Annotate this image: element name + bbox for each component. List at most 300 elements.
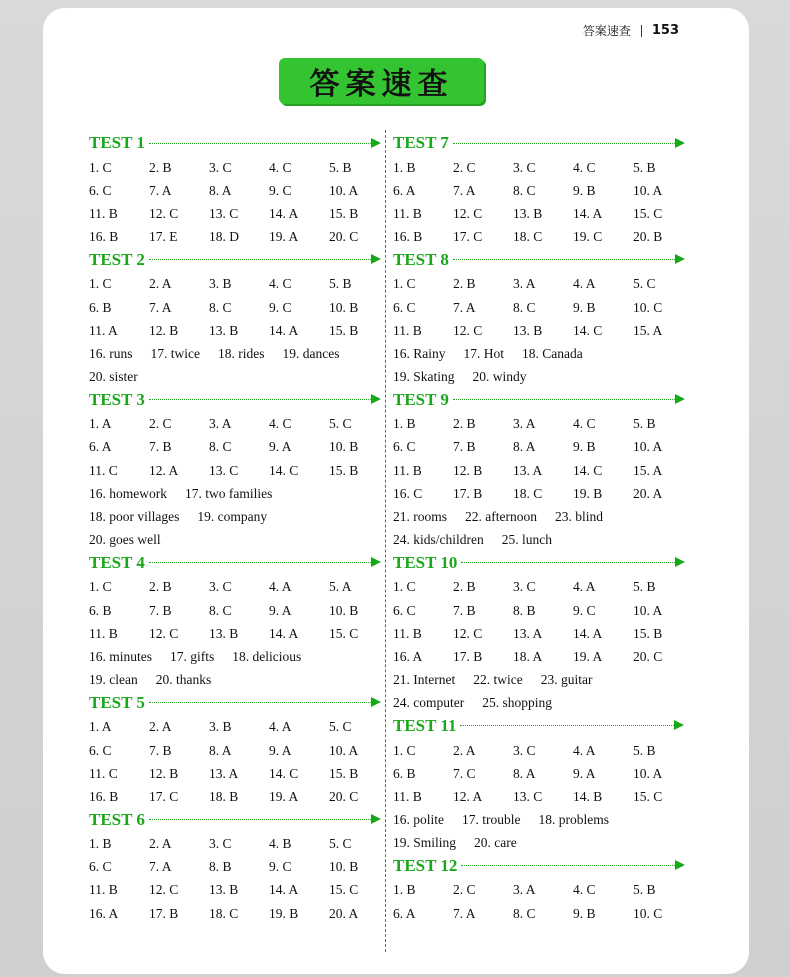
answer-cell: 6. B (89, 299, 112, 315)
arrow-icon (461, 562, 675, 563)
answer-cell: 15. C (329, 882, 359, 898)
test-section (393, 389, 693, 552)
answer-row (89, 202, 389, 225)
answer-cell: 7. C (453, 765, 476, 781)
arrow-icon (149, 562, 371, 563)
test-section (89, 692, 389, 809)
answer-row (393, 179, 693, 202)
word-answer-row (89, 482, 389, 505)
answer-cell: 4. C (269, 416, 292, 432)
word-answer: 19. clean (89, 672, 138, 688)
test-heading (89, 552, 389, 574)
answer-cell: 8. C (209, 602, 232, 618)
answer-cell: 8. A (513, 765, 536, 781)
word-answer: 17. twice (150, 345, 200, 361)
answer-cell: 19. A (269, 229, 299, 245)
answer-cell: 11. A (89, 322, 118, 338)
answer-cell: 4. A (269, 719, 292, 735)
answer-cell: 7. A (149, 299, 172, 315)
answer-cell: 9. A (573, 765, 596, 781)
word-answer-row (89, 366, 389, 389)
answer-cell: 3. B (209, 276, 232, 292)
answer-row (393, 226, 693, 249)
arrow-icon (149, 702, 371, 703)
answer-cell: 20. C (633, 648, 663, 664)
right-column (393, 132, 693, 925)
answer-cell: 2. C (453, 159, 476, 175)
answer-cell: 12. C (453, 625, 483, 641)
answer-cell: 2. B (453, 579, 476, 595)
answer-cell: 5. B (633, 882, 656, 898)
answer-cell: 7. A (149, 182, 172, 198)
answer-cell: 7. A (149, 859, 172, 875)
answer-cell: 2. A (149, 836, 172, 852)
answer-cell: 15. B (329, 765, 359, 781)
answer-cell: 15. B (633, 625, 663, 641)
answer-cell: 6. C (89, 742, 112, 758)
test-label: TEST 12 (393, 855, 458, 875)
answer-cell: 10. B (329, 602, 359, 618)
answer-row (393, 319, 693, 342)
answer-cell: 4. C (573, 882, 596, 898)
arrow-icon (453, 399, 675, 400)
answer-row (393, 436, 693, 459)
answer-cell: 4. C (573, 159, 596, 175)
answer-cell: 12. C (149, 625, 179, 641)
answer-cell: 11. B (393, 625, 422, 641)
answer-cell: 7. B (453, 439, 476, 455)
answer-row (89, 716, 389, 739)
answer-cell: 11. B (89, 882, 118, 898)
header-title: 答案速查 (582, 24, 631, 38)
answer-row (89, 622, 389, 645)
answer-cell: 14. A (269, 322, 299, 338)
test-section (89, 809, 389, 926)
answer-cell: 15. C (633, 205, 663, 221)
answer-cell: 1. C (89, 276, 112, 292)
answer-row (393, 459, 693, 482)
answer-cell: 16. B (89, 229, 119, 245)
test-label: TEST 4 (89, 552, 145, 572)
answer-cell: 18. C (513, 485, 543, 501)
answer-cell: 11. B (393, 322, 422, 338)
answer-cell: 1. A (89, 719, 112, 735)
answer-cell: 11. B (393, 788, 422, 804)
answer-cell: 3. A (513, 882, 536, 898)
word-answer: 23. blind (554, 509, 603, 525)
answer-cell: 8. A (209, 742, 232, 758)
answer-row (89, 879, 389, 902)
answer-row (89, 785, 389, 808)
answer-cell: 1. C (393, 579, 416, 595)
answer-cell: 5. B (329, 276, 352, 292)
answer-cell: 7. B (149, 439, 172, 455)
answer-cell: 18. C (209, 905, 239, 921)
test-section (89, 249, 389, 389)
answer-cell: 1. B (393, 416, 416, 432)
answer-row (393, 576, 693, 599)
answer-cell: 2. B (453, 416, 476, 432)
answer-cell: 1. C (89, 579, 112, 595)
answer-row (89, 273, 389, 296)
word-answer-row (89, 669, 389, 692)
answer-cell: 3. C (209, 579, 232, 595)
answer-cell: 19. C (573, 229, 603, 245)
answer-cell: 17. B (149, 905, 179, 921)
answer-cell: 7. A (453, 299, 476, 315)
answer-cell: 10. A (633, 182, 663, 198)
answer-cell: 5. B (329, 159, 352, 175)
answer-cell: 8. C (513, 182, 536, 198)
word-answer-row (393, 529, 693, 552)
answer-cell: 18. B (209, 788, 239, 804)
answer-cell: 11. B (393, 205, 422, 221)
answer-cell: 5. A (329, 579, 352, 595)
answer-cell: 1. B (393, 159, 416, 175)
test-section (89, 552, 389, 692)
word-answer-row (393, 366, 693, 389)
left-column (89, 132, 389, 925)
answer-cell: 8. C (513, 299, 536, 315)
answer-cell: 4. B (269, 836, 292, 852)
answer-cell: 5. C (633, 276, 656, 292)
answer-row (89, 436, 389, 459)
answer-cell: 10. A (633, 602, 663, 618)
word-answer-row (89, 645, 389, 668)
word-answer: 18. poor villages (89, 509, 180, 525)
answer-cell: 14. C (573, 322, 603, 338)
answer-cell: 16. B (89, 788, 119, 804)
answer-cell: 2. B (149, 579, 172, 595)
answer-cell: 16. C (393, 485, 423, 501)
test-heading (393, 855, 693, 877)
answer-cell: 3. C (209, 159, 232, 175)
answer-cell: 19. B (573, 485, 603, 501)
answer-cell: 13. A (209, 765, 239, 781)
test-heading (89, 249, 389, 271)
word-answer: 20. sister (89, 369, 138, 385)
answer-cell: 12. C (149, 205, 179, 221)
answer-cell: 6. A (89, 439, 112, 455)
answer-cell: 14. C (269, 765, 299, 781)
arrow-icon (453, 259, 675, 260)
answer-cell: 6. B (89, 602, 112, 618)
answer-cell: 1. B (89, 836, 112, 852)
answer-row (89, 179, 389, 202)
answer-cell: 1. C (393, 276, 416, 292)
answer-cell: 12. B (149, 322, 179, 338)
word-answer: 21. Internet (393, 672, 456, 688)
answer-row (89, 856, 389, 879)
answer-cell: 11. B (89, 205, 118, 221)
answer-cell: 7. B (149, 602, 172, 618)
test-heading (89, 132, 389, 154)
test-section (89, 389, 389, 552)
answer-cell: 12. C (149, 882, 179, 898)
answer-cell: 9. B (573, 439, 596, 455)
answer-cell: 13. B (209, 625, 239, 641)
answer-cell: 5. B (633, 416, 656, 432)
test-heading (89, 809, 389, 831)
answer-cell: 19. A (269, 788, 299, 804)
test-section (393, 715, 693, 855)
word-answer: 18. rides (218, 345, 265, 361)
test-heading (393, 389, 693, 411)
answer-cell: 15. B (329, 322, 359, 338)
word-answer: 17. gifts (170, 648, 215, 664)
answer-cell: 3. A (513, 276, 536, 292)
answer-cell: 9. C (573, 602, 596, 618)
answer-cell: 13. B (209, 882, 239, 898)
answer-cell: 5. B (633, 159, 656, 175)
test-section (89, 132, 389, 249)
answer-row (89, 319, 389, 342)
word-answer: 18. problems (538, 812, 609, 828)
answer-cell: 4. A (269, 579, 292, 595)
answer-row (393, 156, 693, 179)
test-section (393, 855, 693, 925)
word-answer-row (89, 529, 389, 552)
answer-cell: 14. C (269, 462, 299, 478)
answer-cell: 3. A (513, 416, 536, 432)
test-heading (89, 389, 389, 411)
answer-cell: 9. C (269, 859, 292, 875)
test-heading (393, 249, 693, 271)
answer-cell: 2. C (453, 882, 476, 898)
word-answer: 18. Canada (522, 345, 583, 361)
word-answer-row (393, 809, 693, 832)
answer-cell: 12. A (453, 788, 483, 804)
word-answer: 19. Skating (393, 369, 455, 385)
test-heading (393, 132, 693, 154)
answer-row (89, 599, 389, 622)
answer-cell: 7. B (149, 742, 172, 758)
answer-cell: 13. B (513, 322, 543, 338)
word-answer: 16. polite (393, 812, 444, 828)
answer-row (393, 202, 693, 225)
answer-cell: 9. C (269, 182, 292, 198)
answer-cell: 6. C (89, 859, 112, 875)
test-heading (89, 692, 389, 714)
word-answer-row (393, 505, 693, 528)
answer-cell: 5. B (633, 742, 656, 758)
answer-cell: 12. C (453, 205, 483, 221)
test-label: TEST 8 (393, 249, 449, 269)
word-answer: 23. guitar (540, 672, 593, 688)
answer-cell: 1. A (89, 416, 112, 432)
answer-cell: 14. A (269, 882, 299, 898)
answer-cell: 6. A (393, 182, 416, 198)
answer-cell: 19. A (573, 648, 603, 664)
word-answer: 20. care (474, 835, 517, 851)
word-answer: 21. rooms (393, 509, 447, 525)
answer-cell: 6. C (393, 602, 416, 618)
answer-row (89, 833, 389, 856)
answer-cell: 10. A (633, 765, 663, 781)
answer-cell: 9. B (573, 905, 596, 921)
word-answer: 25. shopping (482, 695, 552, 711)
word-answer-row (393, 692, 693, 715)
answer-cell: 17. E (149, 229, 178, 245)
answer-cell: 14. C (573, 462, 603, 478)
answer-cell: 13. C (209, 462, 239, 478)
answer-row (89, 413, 389, 436)
answer-cell: 13. B (513, 205, 543, 221)
answer-row (393, 762, 693, 785)
answer-cell: 8. C (209, 439, 232, 455)
answer-cell: 2. B (453, 276, 476, 292)
answer-cell: 14. B (573, 788, 603, 804)
answer-cell: 18. A (513, 648, 543, 664)
answer-cell: 2. A (149, 719, 172, 735)
word-answer-row (89, 342, 389, 365)
answer-cell: 4. C (269, 276, 292, 292)
word-answer: 24. computer (393, 695, 465, 711)
answer-row (393, 902, 693, 925)
test-label: TEST 11 (393, 715, 457, 735)
word-answer: 20. goes well (89, 532, 161, 548)
answer-row (393, 413, 693, 436)
answer-cell: 5. C (329, 836, 352, 852)
answer-cell: 13. C (209, 205, 239, 221)
answer-cell: 11. B (89, 625, 118, 641)
test-section (393, 132, 693, 249)
arrow-icon (149, 143, 371, 144)
answer-cell: 11. B (393, 462, 422, 478)
answer-cell: 16. A (393, 648, 423, 664)
answer-cell: 14. A (269, 205, 299, 221)
answer-cell: 7. B (453, 602, 476, 618)
answer-cell: 13. B (209, 322, 239, 338)
answer-cell: 15. C (329, 625, 359, 641)
answer-cell: 9. B (573, 182, 596, 198)
page-header (583, 22, 679, 39)
answer-cell: 5. C (329, 719, 352, 735)
test-heading (393, 552, 693, 574)
answer-cell: 12. B (453, 462, 483, 478)
answer-cell: 5. B (633, 579, 656, 595)
answer-cell: 15. A (633, 462, 663, 478)
answer-cell: 15. A (633, 322, 663, 338)
answer-cell: 13. C (513, 788, 543, 804)
answer-page (43, 8, 749, 974)
word-answer: 17. two families (185, 485, 273, 501)
answer-row (89, 739, 389, 762)
word-answer: 24. kids/children (393, 532, 484, 548)
answer-cell: 20. B (633, 229, 663, 245)
answer-cell: 3. B (209, 719, 232, 735)
answer-cell: 9. B (573, 299, 596, 315)
answer-row (393, 879, 693, 902)
header-separator (641, 25, 642, 37)
word-answer-row (393, 342, 693, 365)
arrow-icon (461, 865, 675, 866)
word-answer: 20. thanks (155, 672, 212, 688)
answer-row (393, 482, 693, 505)
answer-cell: 6. B (393, 765, 416, 781)
test-section (393, 552, 693, 715)
answer-row (393, 273, 693, 296)
answer-row (89, 156, 389, 179)
answer-cell: 18. D (209, 229, 239, 245)
arrow-icon (453, 143, 675, 144)
answer-cell: 4. A (573, 276, 596, 292)
answer-cell: 1. C (393, 742, 416, 758)
test-label: TEST 10 (393, 552, 458, 572)
answer-cell: 13. A (513, 625, 543, 641)
test-label: TEST 7 (393, 133, 449, 152)
word-answer: 22. afternoon (465, 509, 537, 525)
answer-cell: 8. C (513, 905, 536, 921)
word-answer-row (393, 832, 693, 855)
answer-cell: 10. C (633, 299, 663, 315)
answer-cell: 11. C (89, 462, 118, 478)
answer-cell: 3. A (209, 416, 232, 432)
answer-cell: 18. C (513, 229, 543, 245)
answer-cell: 9. A (269, 742, 292, 758)
answer-cell: 10. C (633, 905, 663, 921)
answer-cell: 8. A (513, 439, 536, 455)
answer-cell: 11. C (89, 765, 118, 781)
answer-cell: 13. A (513, 462, 543, 478)
answer-cell: 20. C (329, 229, 359, 245)
answer-cell: 17. B (453, 648, 483, 664)
answer-cell: 4. C (573, 416, 596, 432)
page-number: 153 (651, 23, 679, 38)
answer-row (393, 622, 693, 645)
answer-cell: 2. A (453, 742, 476, 758)
word-answer: 20. windy (472, 369, 527, 385)
answer-cell: 4. C (269, 159, 292, 175)
word-answer: 17. Hot (463, 345, 504, 361)
answer-cell: 6. C (89, 182, 112, 198)
answer-row (89, 226, 389, 249)
arrow-icon (460, 725, 674, 726)
answer-cell: 8. C (209, 299, 232, 315)
answer-cell: 10. A (329, 182, 359, 198)
answer-cell: 17. B (453, 485, 483, 501)
word-answer: 16. Rainy (393, 345, 446, 361)
word-answer: 19. Smiling (393, 835, 457, 851)
answer-cell: 3. C (513, 159, 536, 175)
answer-cell: 7. A (453, 905, 476, 921)
answer-cell: 4. A (573, 742, 596, 758)
word-answer: 16. runs (89, 345, 133, 361)
answer-cell: 20. A (633, 485, 663, 501)
word-answer: 22. twice (473, 672, 523, 688)
answer-cell: 6. C (393, 299, 416, 315)
answer-cell: 4. A (573, 579, 596, 595)
answer-cell: 19. B (269, 905, 299, 921)
answer-cell: 2. C (149, 416, 172, 432)
test-label: TEST 3 (89, 389, 145, 409)
answer-cell: 1. C (89, 159, 112, 175)
answer-row (89, 576, 389, 599)
answer-cell: 15. C (633, 788, 663, 804)
answer-cell: 12. C (453, 322, 483, 338)
test-label: TEST 5 (89, 692, 145, 712)
answer-row (393, 785, 693, 808)
answer-cell: 3. C (209, 836, 232, 852)
test-label: TEST 1 (89, 133, 145, 152)
answer-cell: 1. B (393, 882, 416, 898)
test-section (393, 249, 693, 389)
word-answer: 18. delicious (232, 648, 302, 664)
answer-cell: 14. A (573, 205, 603, 221)
answer-cell: 7. A (453, 182, 476, 198)
answer-row (393, 296, 693, 319)
word-answer: 16. homework (89, 485, 167, 501)
